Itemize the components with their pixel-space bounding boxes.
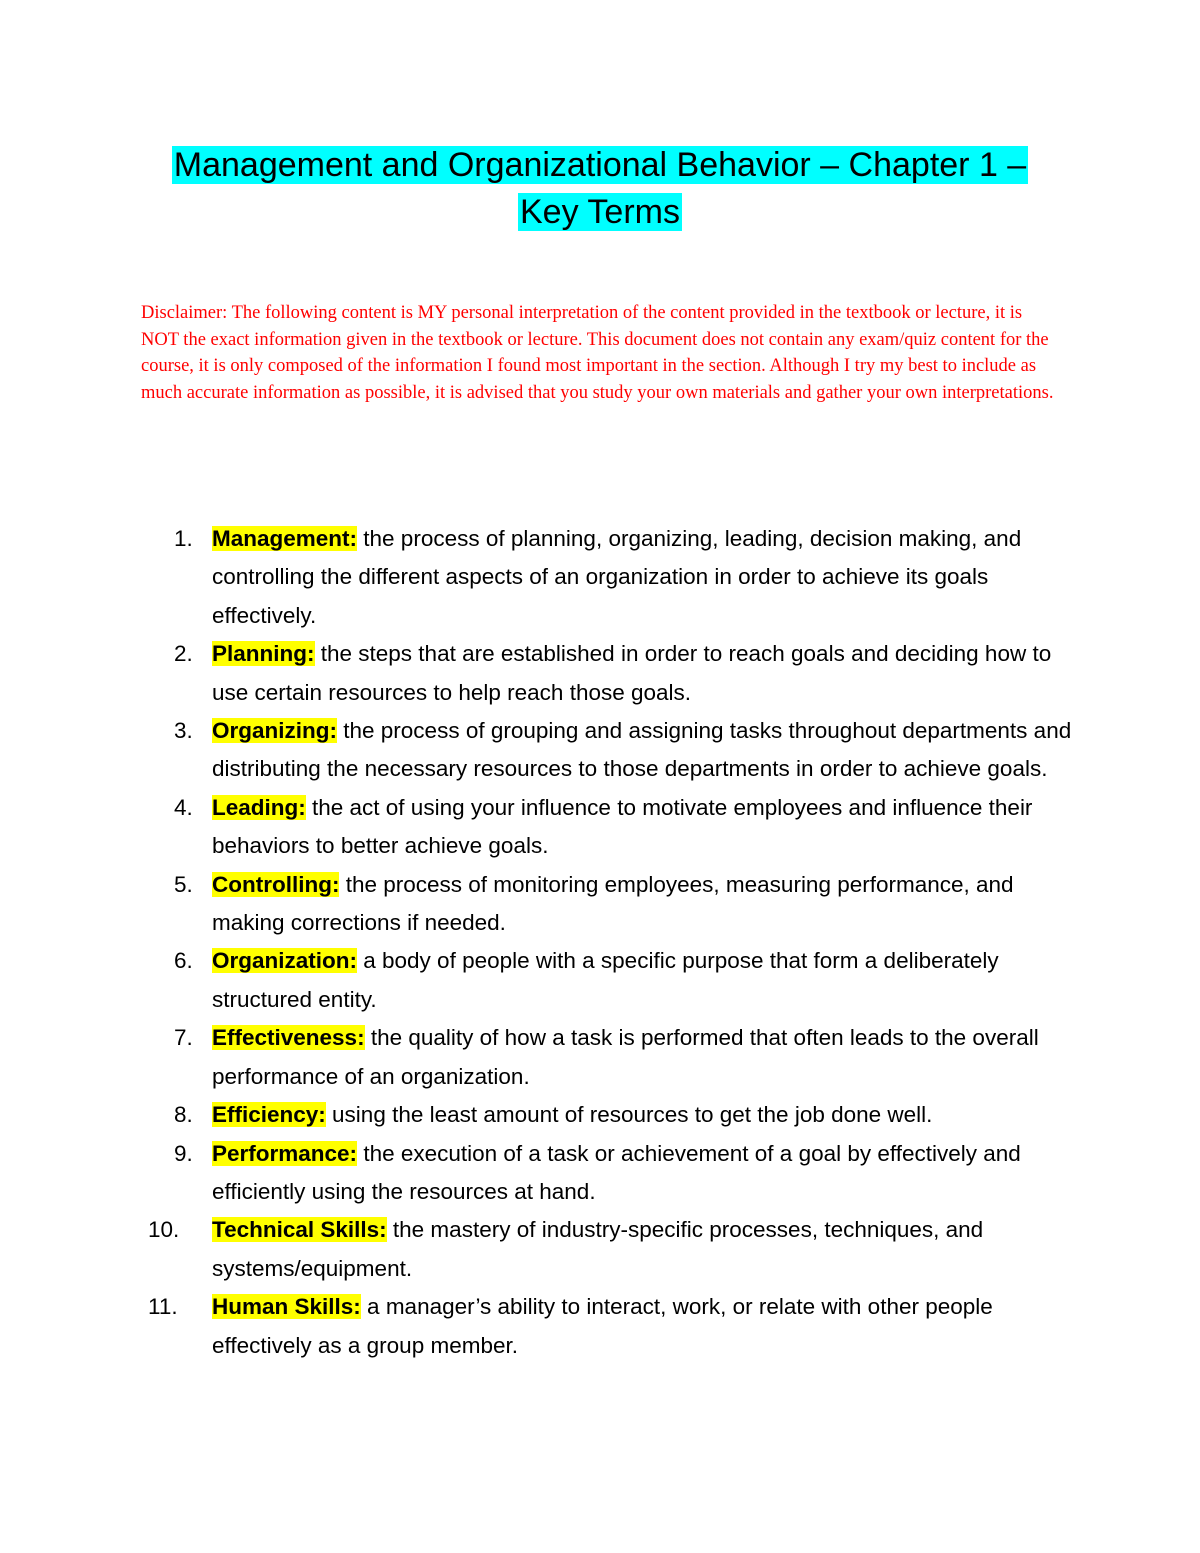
list-item [140,789,1080,866]
list-item [140,1019,1080,1096]
term-name: Effectiveness: [212,1025,365,1051]
term-name: Planning: [212,641,315,667]
term-name: Performance: [212,1140,358,1166]
term-definition: the quality of how a task is performed that often leads to the overall performance of an organization. [212,1025,1039,1089]
term-definition: a body of people with a specific purpose that form a deliberately structured entity. [212,948,999,1012]
key-terms-list [140,520,1080,1365]
term-definition: the process of grouping and assigning tasks throughout departments and distributing the necessary resources to those departments in order to achieve goals. [212,718,1072,782]
list-item [140,1135,1080,1212]
list-item-number: 10. [148,1217,180,1243]
term-name: Organizing: [212,718,337,744]
list-item-number: 9. [174,1140,193,1166]
disclaimer-text: Disclaimer: The following content is MY personal interpretation of the content provided in the textbook or lecture, it is NOT the exact information given in the textbook or lecture. This document does not contain any exam/quiz content for the course, it is only composed of the information I found most important in the section. Although I try my best to include as much accurate information as possible, it is advised that you study your own materials and gather your own interpretations. [141,303,1054,403]
list-item-number: 11. [148,1294,178,1320]
term-name: Organization: [212,948,357,974]
term-definition: the act of using your influence to motivate employees and influence their behaviors to better achieve goals. [212,794,1033,859]
list-item [140,1211,1080,1288]
term-definition: the process of monitoring employees, measuring performance, and making corrections if needed. [212,871,1014,936]
list-item [140,635,1080,712]
term-name: Management: [212,526,358,551]
document-title-text: Management and Organizational Behavior – Chapter 1 – Key Terms [173,146,1027,231]
list-item-number: 8. [174,1102,193,1128]
list-item [140,866,1080,943]
term-definition: the steps that are established in order to reach goals and deciding how to use certain resources to help reach those goals. [212,641,1052,705]
term-definition: the process of planning, organizing, leading, decision making, and controlling the different aspects of an organization in order to achieve its goals effectively. [212,526,1022,628]
list-item-number: 2. [174,641,193,667]
list-item-number: 4. [174,794,193,820]
term-name: Leading: [212,794,306,820]
document-title [140,142,1060,236]
term-name: Human Skills: [212,1294,361,1320]
term-name: Technical Skills: [212,1217,387,1243]
list-item-number: 6. [174,948,193,974]
list-item-number: 7. [174,1025,193,1051]
term-name: Efficiency: [212,1102,326,1128]
list-item-number: 3. [174,718,193,744]
term-definition: a manager’s ability to interact, work, or relate with other people effectively as a group member. [212,1294,993,1358]
list-item [140,520,1080,635]
term-definition: using the least amount of resources to get the job done well. [325,1102,933,1128]
list-item [140,1288,1080,1365]
term-name: Controlling: [212,871,340,897]
list-item-number: 1. [174,526,193,551]
list-item [140,942,1080,1019]
term-definition: the mastery of industry-specific processes, techniques, and systems/equipment. [212,1217,984,1281]
list-item-number: 5. [174,871,193,897]
list-item [140,1096,1080,1134]
term-definition: the execution of a task or achievement of a goal by effectively and efficiently using the resources at hand. [212,1140,1021,1204]
list-item [140,712,1080,789]
